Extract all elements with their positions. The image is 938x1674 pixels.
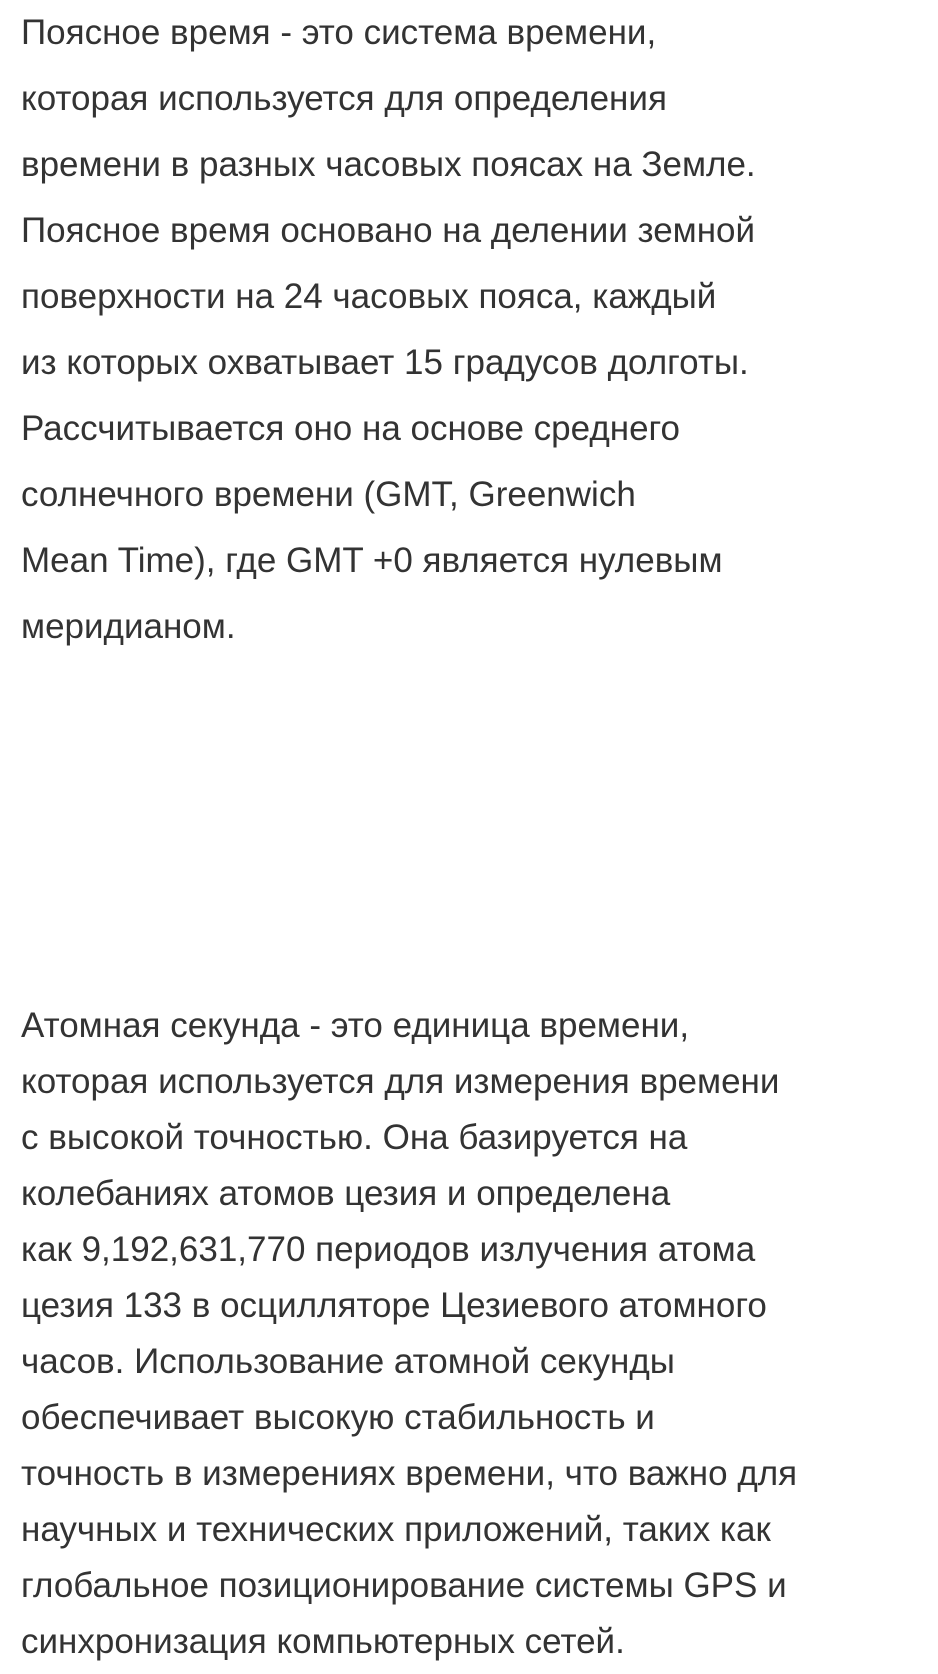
text-line: точность в измерениях времени, что важно для [21, 1454, 798, 1493]
text-line: которая используется для определения [21, 79, 667, 118]
text-line: часов. Использование атомной секунды [21, 1342, 675, 1381]
text-line: Поясное время основано на делении земной [21, 211, 756, 250]
text-line: из которых охватывает 15 градусов долготы. [21, 343, 749, 382]
text-line: времени в разных часовых поясах на Земле. [21, 145, 756, 184]
paragraph-zone-time [21, 0, 931, 672]
text-line: Поясное время - это система времени, [21, 13, 657, 52]
text-line: с высокой точностью. Она базируется на [21, 1118, 688, 1157]
text-line: научных и технических приложений, таких как [21, 1510, 771, 1549]
text-line: Рассчитывается оно на основе среднего [21, 409, 681, 448]
paragraph-atomic-second [21, 998, 797, 1670]
text-line: глобальное позиционирование системы GPS и [21, 1566, 787, 1605]
text-line: цезия 133 в осцилляторе Цезиевого атомного [21, 1286, 767, 1325]
text-line: синхронизация компьютерных сетей. [21, 1622, 625, 1661]
document-body [21, 0, 931, 1661]
text-line: колебаниях атомов цезия и определена [21, 1174, 671, 1213]
text-line: Mean Time), где GMT +0 является нулевым [21, 541, 723, 580]
text-line: солнечного времени (GMT, Greenwich [21, 475, 636, 514]
text-line: поверхности на 24 часовых пояса, каждый [21, 277, 717, 316]
text-line: меридианом. [21, 607, 236, 646]
text-line: Атомная секунда - это единица времени, [21, 1006, 690, 1045]
text-line: которая используется для измерения времени [21, 1062, 780, 1101]
text-line: как 9,192,631,770 периодов излучения атома [21, 1230, 756, 1269]
text-line: обеспечивает высокую стабильность и [21, 1398, 655, 1437]
